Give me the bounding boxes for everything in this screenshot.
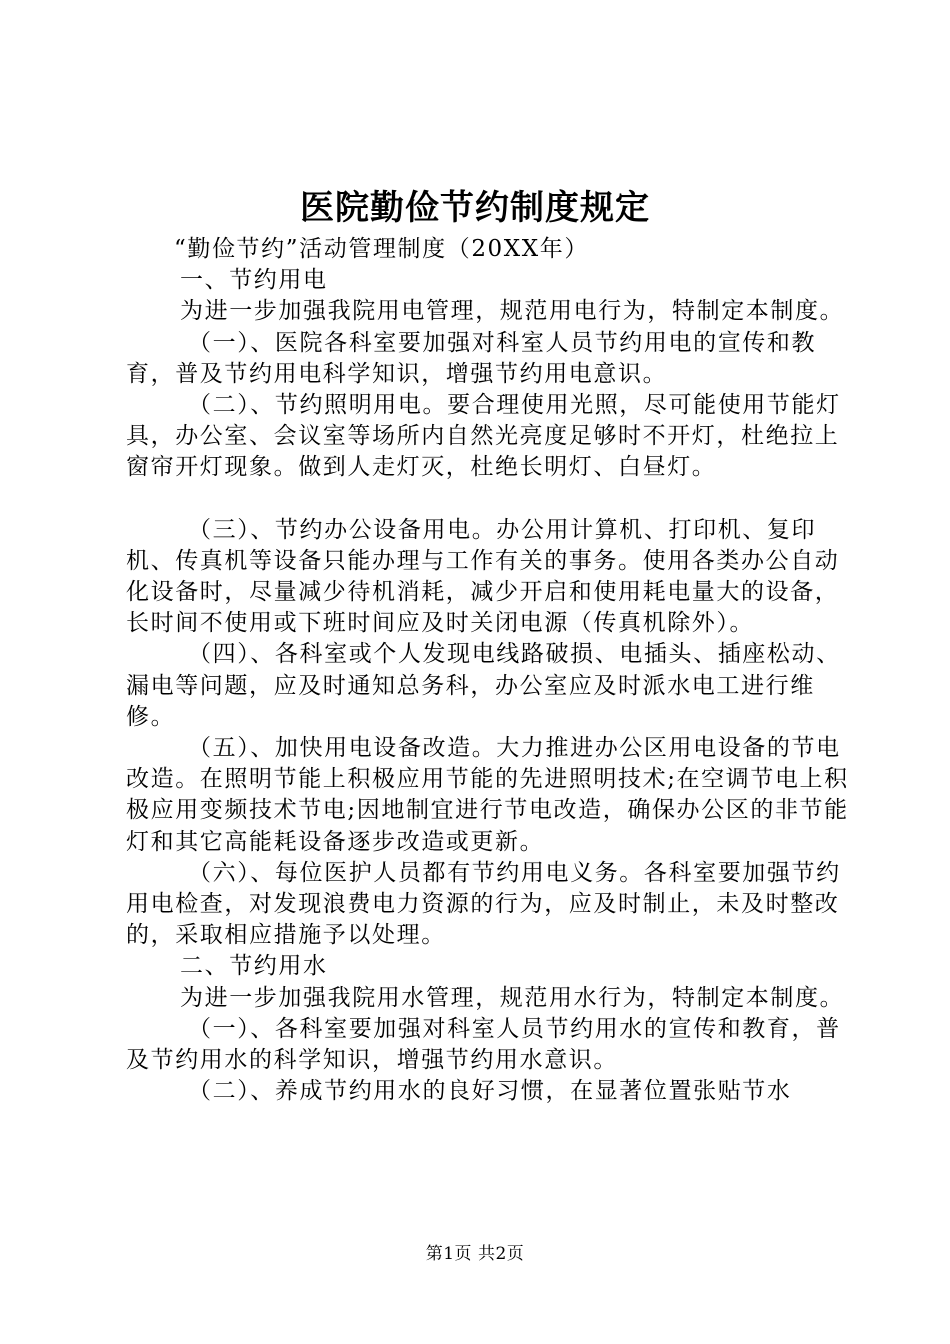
list-item: （一）、医院各科室要加强对科室人员节约用电的宣传和教育，普及节约用电科学知识，增强节约用电意识。 (126, 329, 817, 387)
document-body (126, 234, 850, 1107)
list-item: （四）、各科室或个人发现电线路破损、电插头、插座松动、漏电等问题，应及时通知总务科，办公室应及时派水电工进行维修。 (126, 641, 841, 730)
list-item: （二）、节约照明用电。要合理使用光照，尽可能使用节能灯具，办公室、会议室等场所内自然光亮度足够时不开灯，杜绝拉上窗帘开灯现象。做到人走灯灭，杜绝长明灯、白昼灯。 (126, 392, 841, 481)
list-item: （六）、每位医护人员都有节约用电义务。各科室要加强节约用电检查，对发现浪费电力资源的行为，应及时制止，未及时整改的，采取相应措施予以处理。 (126, 859, 841, 949)
list-item: （三）、节约办公设备用电。办公用计算机、打印机、复印机、传真机等设备只能办理与工作有关的事务。使用各类办公自动化设备时，尽量减少待机消耗，减少开启和使用耗电量大的设备，长时间不使用或下班时间应及时关闭电源（传真机除外）。 (126, 516, 840, 637)
section-heading-water: 二、节约用水 (180, 953, 328, 980)
document-subtitle: “勤俭节约”活动管理制度（20XX年） (174, 236, 589, 262)
list-item: （五）、加快用电设备改造。大力推进办公区用电设备的节电改造。在照明节能上积极应用节能的先进照明技术;在空调节电上积极应用变频技术节电;因地制宜进行节电改造，确保办公区的非节能灯和其它高能耗设备逐步改造或更新。 (126, 735, 849, 855)
paragraph-gap (126, 484, 850, 515)
section-heading-electricity: 一、节约用电 (180, 267, 328, 294)
list-item: （一）、各科室要加强对科室人员节约用水的宣传和教育，普及节约用水的科学知识，增强节约用水意识。 (126, 1015, 841, 1074)
section-intro-electricity: 为进一步加强我院用电管理，规范用电行为，特制定本制度。 (180, 298, 845, 325)
page-footer: 第1页 共2页 (425, 1244, 525, 1264)
document-title: 医院勤俭节约制度规定 (300, 188, 650, 228)
list-item: （二）、养成节约用水的良好习惯，在显著位置张贴节水 (188, 1078, 792, 1105)
section-intro-water: 为进一步加强我院用水管理，规范用水行为，特制定本制度。 (180, 984, 845, 1011)
